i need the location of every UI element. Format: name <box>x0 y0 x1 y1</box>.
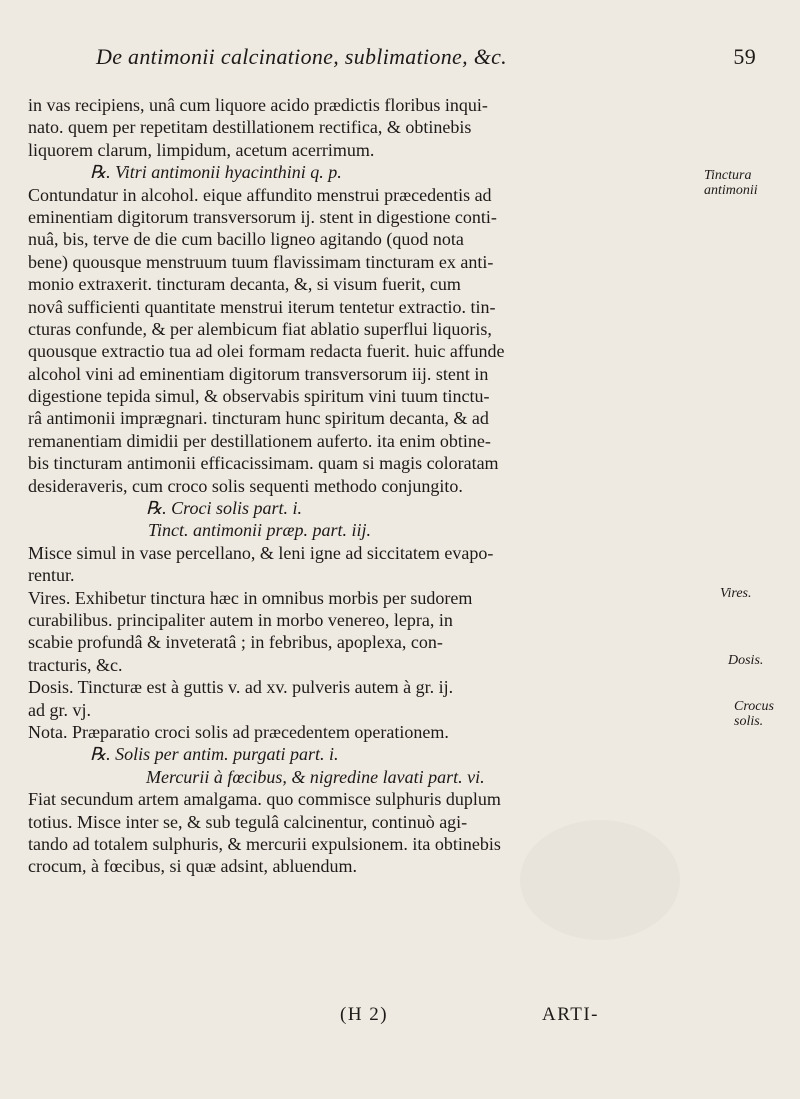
recipe-line: Tinct. antimonii præp. part. iij. <box>148 520 372 541</box>
text-line: Contundatur in alcohol. eique affundito menstrui præcedentis ad <box>28 184 492 205</box>
text-line: tando ad totalem sulphuris, & mercurii expulsionem. ita obtinebis <box>28 833 501 854</box>
text-line: Vires. Exhibetur tinctura hæc in omnibus morbis per sudorem <box>28 587 473 608</box>
text-line: crocum, à fœcibus, si quæ adsint, abluendum. <box>28 856 357 877</box>
text-line: monio extraxerit. tincturam decanta, &, si visum fuerit, cum <box>28 274 461 295</box>
text-line: Misce simul in vase percellano, & leni igne ad siccitatem evapo- <box>28 542 494 563</box>
running-title: De antimonii calcinatione, sublimatione, &c. <box>96 44 507 69</box>
text-line: quousque extractio tua ad olei formam redacta fuerit. huic affunde <box>28 341 505 362</box>
recipe-line: ℞. Vitri antimonii hyacinthini q. p. <box>90 162 342 183</box>
recipe-line: ℞. Croci solis part. i. <box>146 498 302 519</box>
text-line: remanentiam dimidii per destillationem auferto. ita enim obtine- <box>28 430 491 451</box>
text-line: totius. Misce inter se, & sub tegulâ calcinentur, continuò agi- <box>28 811 468 832</box>
text-line: râ antimonii imprægnari. tincturam hunc spiritum decanta, & ad <box>28 408 489 429</box>
page-number: 59 <box>733 44 756 69</box>
text-line: in vas recipiens, unâ cum liquore acido prædictis floribus inqui- <box>28 95 488 115</box>
text-line: curabilibus. principaliter autem in morbo venereo, lepra, in <box>28 609 453 630</box>
text-line: alcohol vini ad eminentiam digitorum transversorum iij. stent in <box>28 363 489 384</box>
signature-mark: (H 2) <box>340 1004 389 1025</box>
margin-note-crocus: Crocus solis. <box>734 699 774 729</box>
text-line: Nota. Præparatio croci solis ad præcedentem operationem. <box>28 721 449 742</box>
text-line: desideraveris, cum croco solis sequenti methodo conjungito. <box>28 475 463 496</box>
text-line: Dosis. Tincturæ est à guttis v. ad xv. pulveris autem à gr. ij. <box>28 677 454 698</box>
margin-note-dosis: Dosis. <box>728 653 764 668</box>
text-line: liquorem clarum, limpidum, acetum acerrimum. <box>28 139 375 160</box>
text-line: scabie profundâ & inveteratâ ; in febribus, apoplexa, con- <box>28 632 443 653</box>
text-line: novâ sufficienti quantitate menstrui iterum tentetur extractio. tin- <box>28 296 496 317</box>
margin-note-vires: Vires. <box>720 586 752 601</box>
text-line: ad gr. vj. <box>28 699 91 720</box>
recipe-line: Mercurii à fœcibus, & nigredine lavati part. vi. <box>146 766 485 787</box>
main-text <box>28 92 688 878</box>
text-line: cturas confunde, & per alembicum fiat ablatio superflui liquoris, <box>28 318 492 339</box>
text-line: bene) quousque menstruum tuum flavissimam tincturam ex anti- <box>28 251 494 272</box>
text-line: nato. quem per repetitam destillationem rectifica, & obtinebis <box>28 117 472 138</box>
text-line: rentur. <box>28 565 75 586</box>
catchword: ARTI- <box>542 1004 600 1025</box>
text-line: tracturis, &c. <box>28 654 123 675</box>
text-line: nuâ, bis, terve de die cum bacillo ligneo agitando (quod nota <box>28 229 464 250</box>
text-line: digestione tepida simul, & observabis spiritum vini tuum tinctu- <box>28 386 490 407</box>
text-line: Fiat secundum artem amalgama. quo commisce sulphuris duplum <box>28 789 501 810</box>
margin-note-tinctura: Tinctura antimonii <box>704 168 758 198</box>
text-line: bis tincturam antimonii efficacissimam. quam si magis coloratam <box>28 453 499 474</box>
text-line: eminentiam digitorum transversorum ij. stent in digestione conti- <box>28 206 497 227</box>
recipe-line: ℞. Solis per antim. purgati part. i. <box>90 744 339 765</box>
